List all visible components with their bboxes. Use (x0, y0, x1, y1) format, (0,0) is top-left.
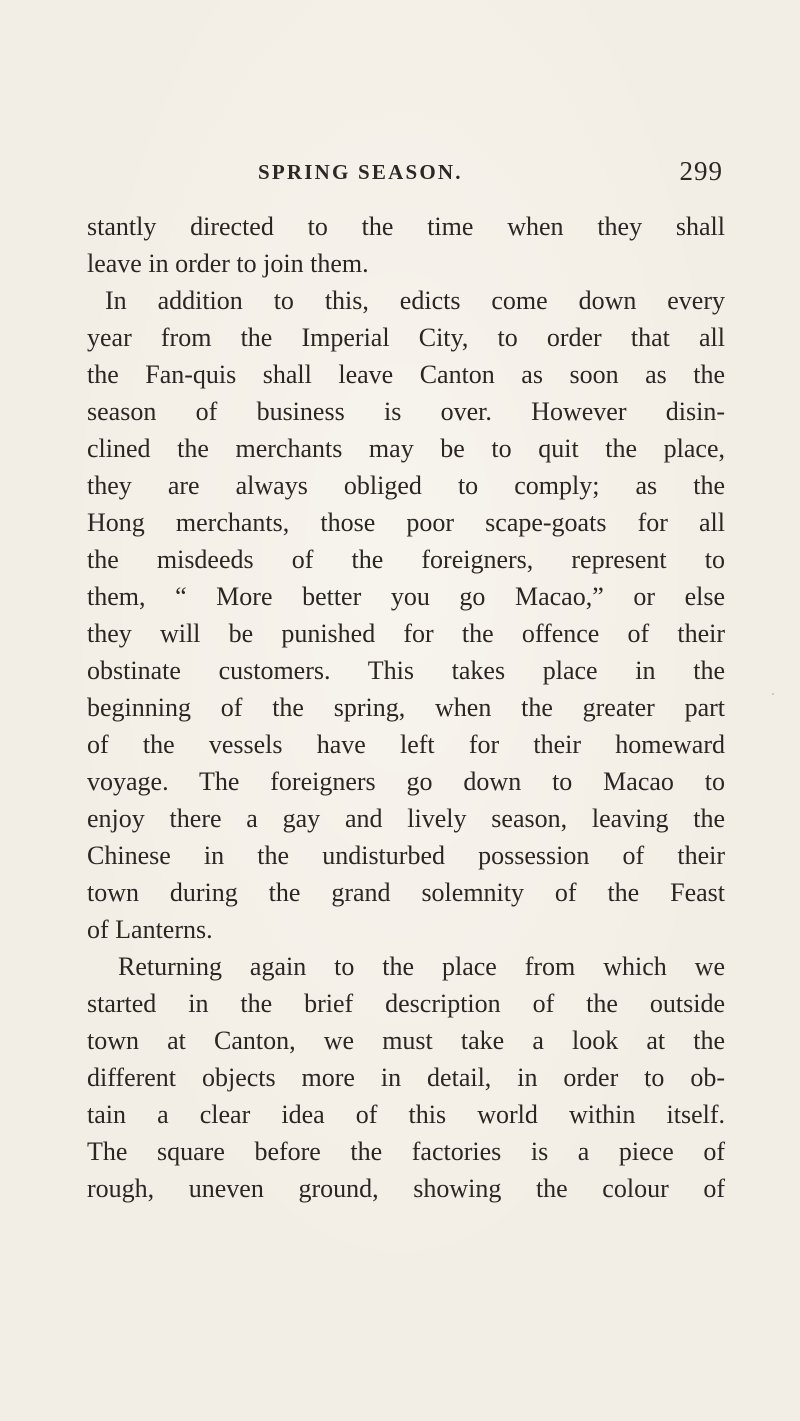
text-line: them, “ More better you go Macao,” or else (87, 582, 725, 611)
body-text (87, 208, 725, 1207)
running-header (258, 156, 723, 190)
text-line: beginning of the spring, when the greater part (87, 693, 725, 722)
text-line: of Lanterns. (87, 915, 213, 944)
text-line: obstinate customers. This takes place in the (87, 656, 725, 685)
text-line: they are always obliged to comply; as the (87, 471, 725, 500)
page-number: 299 (679, 156, 723, 186)
text-line: town at Canton, we must take a look at the (87, 1026, 725, 1055)
text-line: of the vessels have left for their homeward (87, 730, 725, 759)
text-line: rough, uneven ground, showing the colour of (87, 1174, 725, 1203)
text-line: year from the Imperial City, to order that all (87, 323, 725, 352)
text-line: Chinese in the undisturbed possession of their (87, 841, 725, 870)
text-line: they will be punished for the offence of their (87, 619, 725, 648)
paper-speck (326, 443, 328, 445)
paper-speck (648, 1086, 650, 1088)
paragraph-start-line: Returning again to the place from which we (118, 952, 725, 981)
text-line: voyage. The foreigners go down to Macao to (87, 767, 725, 796)
paper-speck (772, 693, 774, 695)
running-title: SPRING SEASON. (258, 160, 463, 184)
text-line: clined the merchants may be to quit the place, (87, 434, 725, 463)
paragraph-start-line: In addition to this, edicts come down every (105, 286, 725, 315)
text-line: stantly directed to the time when they shall (87, 212, 725, 241)
text-line: started in the brief description of the outside (87, 989, 725, 1018)
text-line: the misdeeds of the foreigners, represent to (87, 545, 725, 574)
text-line: leave in order to join them. (87, 249, 369, 278)
text-line: The square before the factories is a piece of (87, 1137, 725, 1166)
text-line: the Fan-quis shall leave Canton as soon as the (87, 360, 725, 389)
text-line: Hong merchants, those poor scape-goats for all (87, 508, 725, 537)
text-line: enjoy there a gay and lively season, leaving the (87, 804, 725, 833)
text-line: different objects more in detail, in order to ob- (87, 1063, 725, 1092)
text-line: tain a clear idea of this world within itself. (87, 1100, 725, 1129)
text-line: town during the grand solemnity of the Feast (87, 878, 725, 907)
text-line: season of business is over. However disin- (87, 397, 725, 426)
